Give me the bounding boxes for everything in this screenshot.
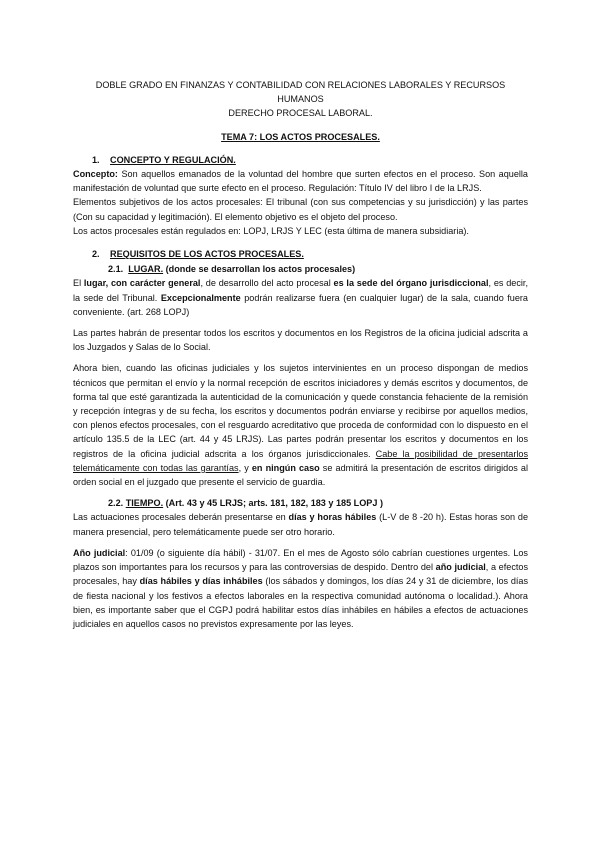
- text-run: , a efectos procesales, hay: [73, 562, 528, 587]
- tiempo-paragraph-2: [73, 546, 528, 631]
- section-2-heading: [73, 247, 528, 261]
- text-run: , y: [238, 462, 252, 473]
- concepto-paragraph: [73, 167, 528, 195]
- subsection-tiempo-note: (Art. 43 y 45 LRJS; arts. 181, 182, 183 y 185 LOPJ ): [163, 498, 383, 509]
- lugar-paragraph-3: [73, 361, 528, 489]
- text-run: podrán realizarse fuera (en cualquier lugar) de la sala, cuando fuera conveniente. (art. 268 LOPJ): [73, 292, 528, 317]
- concepto-label: Concepto:: [73, 169, 118, 180]
- lugar-paragraph-2: Las partes habrán de presentar todos los escritos y documentos en los Registros de la oficina judicial adscrita a los Juzgados y Salas de lo Social.: [73, 328, 528, 353]
- document-page: [73, 78, 528, 631]
- text-run: , de desarrollo del acto procesal: [200, 278, 334, 289]
- concepto-text: Son aquellos emanados de la voluntad del hombre que surten efectos en el proceso. Son aquella manifestación de voluntad que surte efecto en el proceso. Regulación: Título IV del libro I de la LRJS.: [73, 169, 528, 194]
- tiempo-paragraph-1: [73, 510, 528, 538]
- lugar-paragraph-1: [73, 276, 528, 319]
- bold-run: es la sede del órgano jurisdiccional: [333, 278, 489, 289]
- text-run: , es decir, la sede del Tribunal.: [73, 278, 528, 303]
- bold-run: año judicial: [435, 562, 486, 573]
- bold-run: días y horas hábiles: [288, 512, 377, 523]
- text-run: Ahora bien, cuando las oficinas judiciales y los sujetos intervinientes en un proceso dispongan de medios técnicos que permitan el envío y la normal recepción de escritos iniciadores y demás escritos y documentos, de forma tal que esté garantizada la autenticidad de la comunicación y quede constancia fehaciente de la remisión y recepción íntegras y de su fecha, los escritos y documentos podrán enviarse y recibirse por aquellos medios, con plenos efectos procesales, con el resguardo acreditativo que proceda de conformidad con lo dispuesto en el artículo 135.5 de la LEC (art. 44 y 45 LRJS). Las partes podrán presentar los escritos y documentos en los registros de la oficina judicial adscrita a los órganos jurisdiccionales.: [73, 363, 528, 459]
- degree-header: DOBLE GRADO EN FINANZAS Y CONTABILIDAD CON RELACIONES LABORALES Y RECURSOS HUMANOS: [95, 80, 506, 105]
- section-1-number: 1.: [92, 154, 100, 165]
- subsection-tiempo-title: TIEMPO.: [125, 498, 164, 509]
- section-2-number: 2.: [92, 249, 100, 260]
- elementos-paragraph: Elementos subjetivos de los actos procesales: El tribunal (con sus competencias y su jurisdicción) y las partes (Con su capacidad y legitimación). El elemento objetivo es el objeto del proceso.: [73, 197, 528, 222]
- subsection-tiempo-number: 2.2.: [108, 498, 124, 509]
- subsection-lugar-title: LUGAR.: [128, 264, 164, 275]
- bold-run: Excepcionalmente: [160, 292, 241, 303]
- bold-run: lugar, con carácter general: [83, 278, 201, 289]
- bold-run: días hábiles y días inhábiles: [139, 576, 263, 587]
- text-run: : 01/09 (o siguiente día hábil) - 31/07. En el mes de Agosto sólo cabrían cuestiones urgentes. Los plazos son importantes para los recursos y para las controversias de despido. Dentro del: [73, 547, 528, 573]
- text-run: Las actuaciones procesales deberán presentarse en: [73, 512, 289, 523]
- bold-run: Año judicial: [73, 547, 126, 558]
- course-header: DERECHO PROCESAL LABORAL.: [228, 108, 373, 119]
- text-run: (L-V de 8 -20 h). Estas horas son de manera presencial, pero telemáticamente puede ser otro horario.: [73, 512, 529, 537]
- text-run: (los sábados y domingos, los días 24 y 31 de diciembre, los días de fiesta nacional y los festivos a efectos laborales en la respectiva comunidad autónoma o localidad.). Ahora bien, es importante saber que el CGPJ podrá habilitar estos días inhábiles en hábiles a efectos de actuaciones judiciales en aquellos casos no previstos expresamente por las leyes.: [73, 576, 529, 629]
- section-2-title: REQUISITOS DE LOS ACTOS PROCESALES.: [110, 249, 304, 260]
- underlined-run: Cabe la posibilidad de presentarlos telemáticamente con todas las garantías: [73, 448, 528, 473]
- topic-title-text: TEMA 7: LOS ACTOS PROCESALES.: [221, 131, 380, 142]
- topic-title: [73, 130, 528, 144]
- text-run: se admitirá la presentación de escritos dirigidos al orden social en el juzgado que presente el servicio de guardia.: [73, 462, 528, 488]
- regulados-paragraph: Los actos procesales están regulados en: LOPJ, LRJS Y LEC (esta última de manera subsidiaria).: [73, 225, 469, 236]
- section-1-title: CONCEPTO Y REGULACIÓN.: [110, 154, 236, 165]
- section-1-heading: [73, 153, 528, 167]
- subsection-tiempo-heading: [73, 496, 528, 510]
- subsection-lugar-heading: [73, 262, 528, 276]
- text-run: El: [73, 278, 84, 289]
- subsection-lugar-note: (donde se desarrollan los actos procesales): [163, 264, 356, 275]
- bold-run: en ningún caso: [251, 462, 320, 473]
- subsection-lugar-number: 2.1.: [108, 264, 124, 275]
